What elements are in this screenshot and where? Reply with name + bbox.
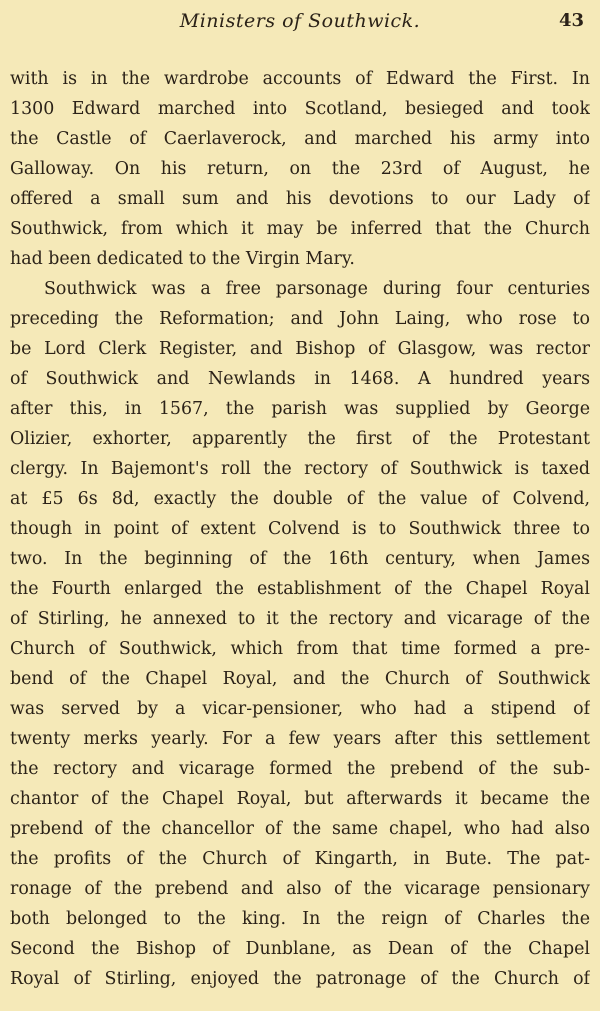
page-number: 43 — [558, 10, 584, 31]
running-title: Ministers of Southwick. — [179, 10, 421, 32]
text-line: Southwick, from which it may be inferred that the Church — [10, 219, 590, 239]
text-line: 1300 Edward marched into Scotland, besieged and took — [10, 99, 590, 119]
text-line: the rectory and vicarage formed the prebend of the sub- — [10, 759, 590, 779]
page-header — [10, 10, 590, 40]
text-line: ronage of the prebend and also of the vicarage pensionary — [10, 879, 590, 899]
text-line: Church of Southwick, which from that time formed a pre- — [10, 639, 590, 659]
text-line: Olizier, exhorter, apparently the first of the Protestant — [10, 429, 590, 449]
text-line: offered a small sum and his devotions to our Lady of — [10, 189, 590, 209]
text-line: two. In the beginning of the 16th century, when James — [10, 549, 590, 569]
text-line: Second the Bishop of Dunblane, as Dean of the Chapel — [10, 939, 590, 959]
text-line: both belonged to the king. In the reign of Charles the — [10, 909, 590, 929]
text-line: clergy. In Bajemont's roll the rectory of Southwick is taxed — [10, 459, 590, 479]
text-line: was served by a vicar-pensioner, who had a stipend of — [10, 699, 590, 719]
text-line: chantor of the Chapel Royal, but afterwards it became the — [10, 789, 590, 809]
text-line: preceding the Reformation; and John Laing, who rose to — [10, 309, 590, 329]
text-line: be Lord Clerk Register, and Bishop of Glasgow, was rector — [10, 339, 590, 359]
text-line: of Stirling, he annexed to it the rectory and vicarage of the — [10, 609, 590, 629]
text-line: Royal of Stirling, enjoyed the patronage of the Church of — [10, 969, 590, 989]
text-line: though in point of extent Colvend is to Southwick three to — [10, 519, 590, 539]
text-line: the Fourth enlarged the establishment of the Chapel Royal — [10, 579, 590, 599]
text-line: had been dedicated to the Virgin Mary. — [10, 249, 355, 269]
body-text — [10, 64, 590, 994]
text-line: twenty merks yearly. For a few years after this settlement — [10, 729, 590, 749]
text-line: of Southwick and Newlands in 1468. A hundred years — [10, 369, 590, 389]
text-line: Galloway. On his return, on the 23rd of August, he — [10, 159, 590, 179]
text-line: the profits of the Church of Kingarth, in Bute. The pat- — [10, 849, 590, 869]
text-line: prebend of the chancellor of the same chapel, who had also — [10, 819, 590, 839]
text-line: at £5 6s 8d, exactly the double of the value of Colvend, — [10, 489, 590, 509]
text-line: bend of the Chapel Royal, and the Church of Southwick — [10, 669, 590, 689]
text-line: Southwick was a free parsonage during four centuries — [44, 279, 590, 299]
text-line: after this, in 1567, the parish was supplied by George — [10, 399, 590, 419]
text-line: with is in the wardrobe accounts of Edward the First. In — [10, 69, 590, 89]
text-line: the Castle of Caerlaverock, and marched his army into — [10, 129, 590, 149]
